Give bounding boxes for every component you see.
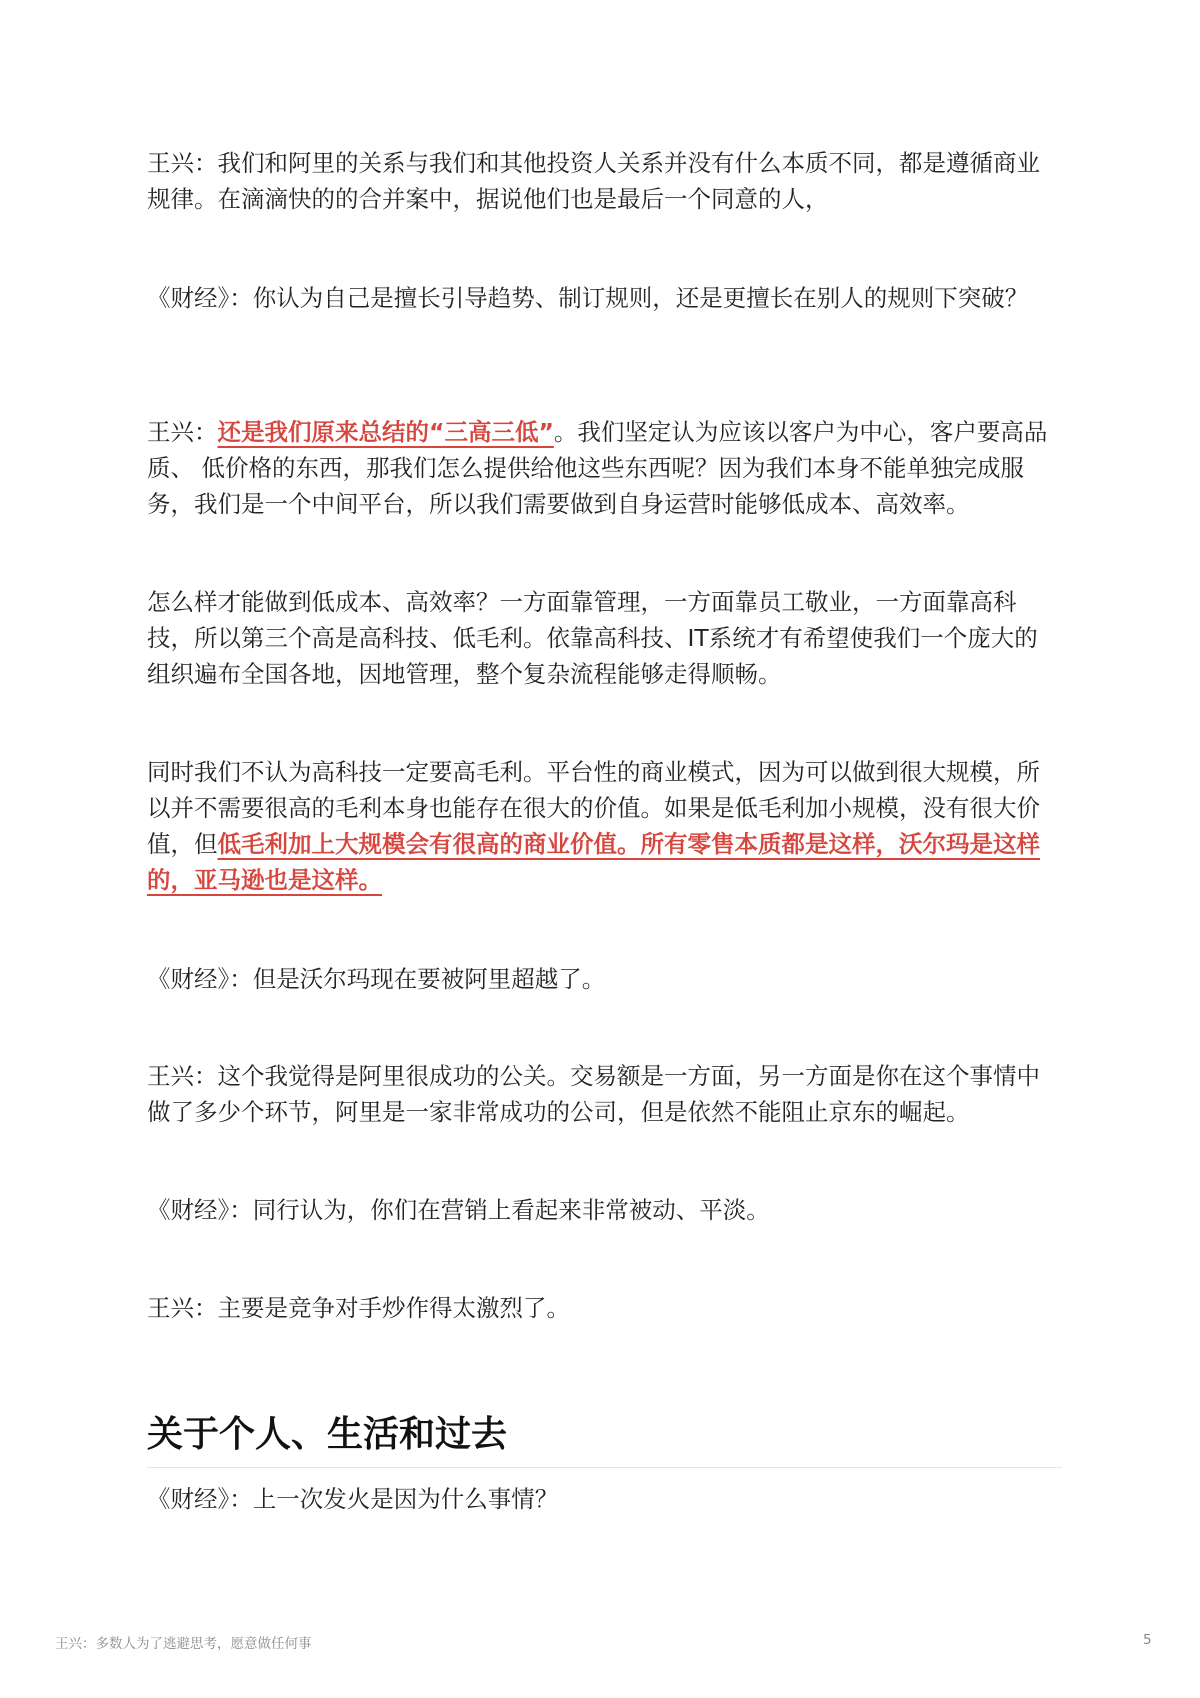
paragraph: 《财经》：同行认为，你们在营销上看起来非常被动、平淡。 <box>147 1196 770 1224</box>
paragraph: 王兴：我们和阿里的关系与我们和其他投资人关系并没有什么本质不同，都是遵循商业规律。在滴滴快的的合并案中，据说他们也是最后一个同意的人， <box>147 149 1040 213</box>
paragraph-text: 同时我们不认为高科技一定要高毛利。平台性的商业模式，因为可以做到很大规模，所以并不需要很高的毛利本身也能存在很大的价值。如果是低毛利加小规模，没有很大价值，但 <box>147 758 1040 858</box>
paragraph <box>147 754 1055 898</box>
section-heading: 关于个人、生活和过去 <box>147 1414 508 1455</box>
paragraph: 怎么样才能做到低成本、高效率？一方面靠管理，一方面靠员工敬业，一方面靠高科技，所以第三个高是高科技、低毛利。依靠高科技、IT系统才有希望使我们一个庞大的组织遍布全国各地，因地管理，整个复杂流程能够走得顺畅。 <box>147 588 1038 688</box>
paragraph: 《财经》：上一次发火是因为什么事情？ <box>147 1485 559 1513</box>
paragraph: 《财经》：但是沃尔玛现在要被阿里超越了。 <box>147 965 606 993</box>
paragraph: 《财经》：你认为自己是擅长引导趋势、制订规则，还是更擅长在别人的规则下突破？ <box>147 284 1029 312</box>
paragraph <box>147 414 1055 522</box>
footer-title: 王兴：多数人为了逃避思考，愿意做任何事 <box>55 1636 312 1652</box>
divider <box>147 1467 1062 1468</box>
highlighted-text: 低毛利加上大规模会有很高的商业价值。所有零售本质都是这样，沃尔玛是这样的，亚马逊也是这样。 <box>147 830 1040 894</box>
highlighted-text: 还是我们原来总结的“三高三低” <box>217 418 554 446</box>
speaker: 王兴： <box>147 418 218 446</box>
paragraph-text: 。我们坚定认为应该以客户为中心，客户要高品质、 低价格的东西，那我们怎么提供给他这些东西呢？因为我们本身不能单独完成服务，我们是一个中间平台，所以我们需要做到自身运营时能够低成本、高效率。 <box>147 418 1048 518</box>
page-number: 5 <box>1143 1632 1152 1648</box>
paragraph: 王兴：主要是竞争对手炒作得太激烈了。 <box>147 1294 570 1322</box>
paragraph: 王兴：这个我觉得是阿里很成功的公关。交易额是一方面，另一方面是你在这个事情中做了多少个环节，阿里是一家非常成功的公司，但是依然不能阻止京东的崛起。 <box>147 1062 1040 1126</box>
